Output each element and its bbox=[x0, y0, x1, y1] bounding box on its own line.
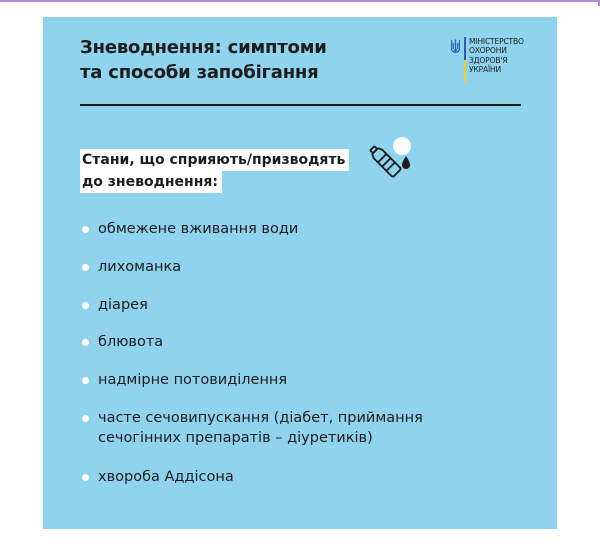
list-item-text: хвороба Аддісона bbox=[98, 469, 234, 485]
ministry-line-2: ОХОРОНИ bbox=[469, 46, 507, 56]
water-bottle-icon bbox=[362, 134, 418, 182]
list-item bbox=[80, 257, 500, 277]
divider bbox=[80, 104, 521, 106]
list-item bbox=[80, 332, 500, 352]
ministry-name bbox=[469, 37, 531, 75]
title-line-1: Зневоднення: симптоми bbox=[80, 37, 327, 58]
section-heading-line-1: Стани, що сприяють/призводять bbox=[80, 149, 349, 171]
section-heading bbox=[80, 149, 349, 193]
bullet-icon bbox=[82, 415, 89, 422]
list-item-text: блювота bbox=[98, 334, 164, 350]
list-item-text: обмежене вживання води bbox=[98, 221, 299, 237]
list-item bbox=[80, 467, 500, 487]
list-item-text: часте сечовипускання (діабет, приймання сечогінних препаратів – діуретиків) bbox=[98, 410, 423, 446]
list-item bbox=[80, 370, 500, 390]
bullet-icon bbox=[82, 226, 89, 233]
bullet-icon bbox=[82, 377, 89, 384]
bullet-icon bbox=[82, 302, 89, 309]
title-line-2: та способи запобігання bbox=[80, 62, 319, 83]
bullet-icon bbox=[82, 264, 89, 271]
list-item bbox=[80, 219, 500, 239]
page-title bbox=[80, 35, 340, 85]
list-item bbox=[80, 408, 425, 448]
ministry-line-3: ЗДОРОВ'Я bbox=[469, 55, 508, 65]
ministry-line-1: МІНІСТЕРСТВО bbox=[469, 37, 524, 46]
section-heading-line-2: до зневоднення: bbox=[80, 171, 222, 193]
list-item bbox=[80, 295, 500, 315]
list-item-text: діарея bbox=[98, 297, 148, 313]
top-border bbox=[0, 0, 600, 2]
bullet-icon bbox=[82, 339, 89, 346]
list-item-text: лихоманка bbox=[98, 259, 182, 275]
ministry-line-4: УКРАЇНИ bbox=[469, 65, 502, 75]
bullet-icon bbox=[82, 474, 89, 481]
trident-icon bbox=[451, 39, 460, 54]
ministry-logo bbox=[451, 37, 531, 87]
info-card bbox=[43, 17, 557, 529]
flag-bar bbox=[464, 37, 466, 83]
list-item-text: надмірне потовиділення bbox=[98, 372, 288, 388]
